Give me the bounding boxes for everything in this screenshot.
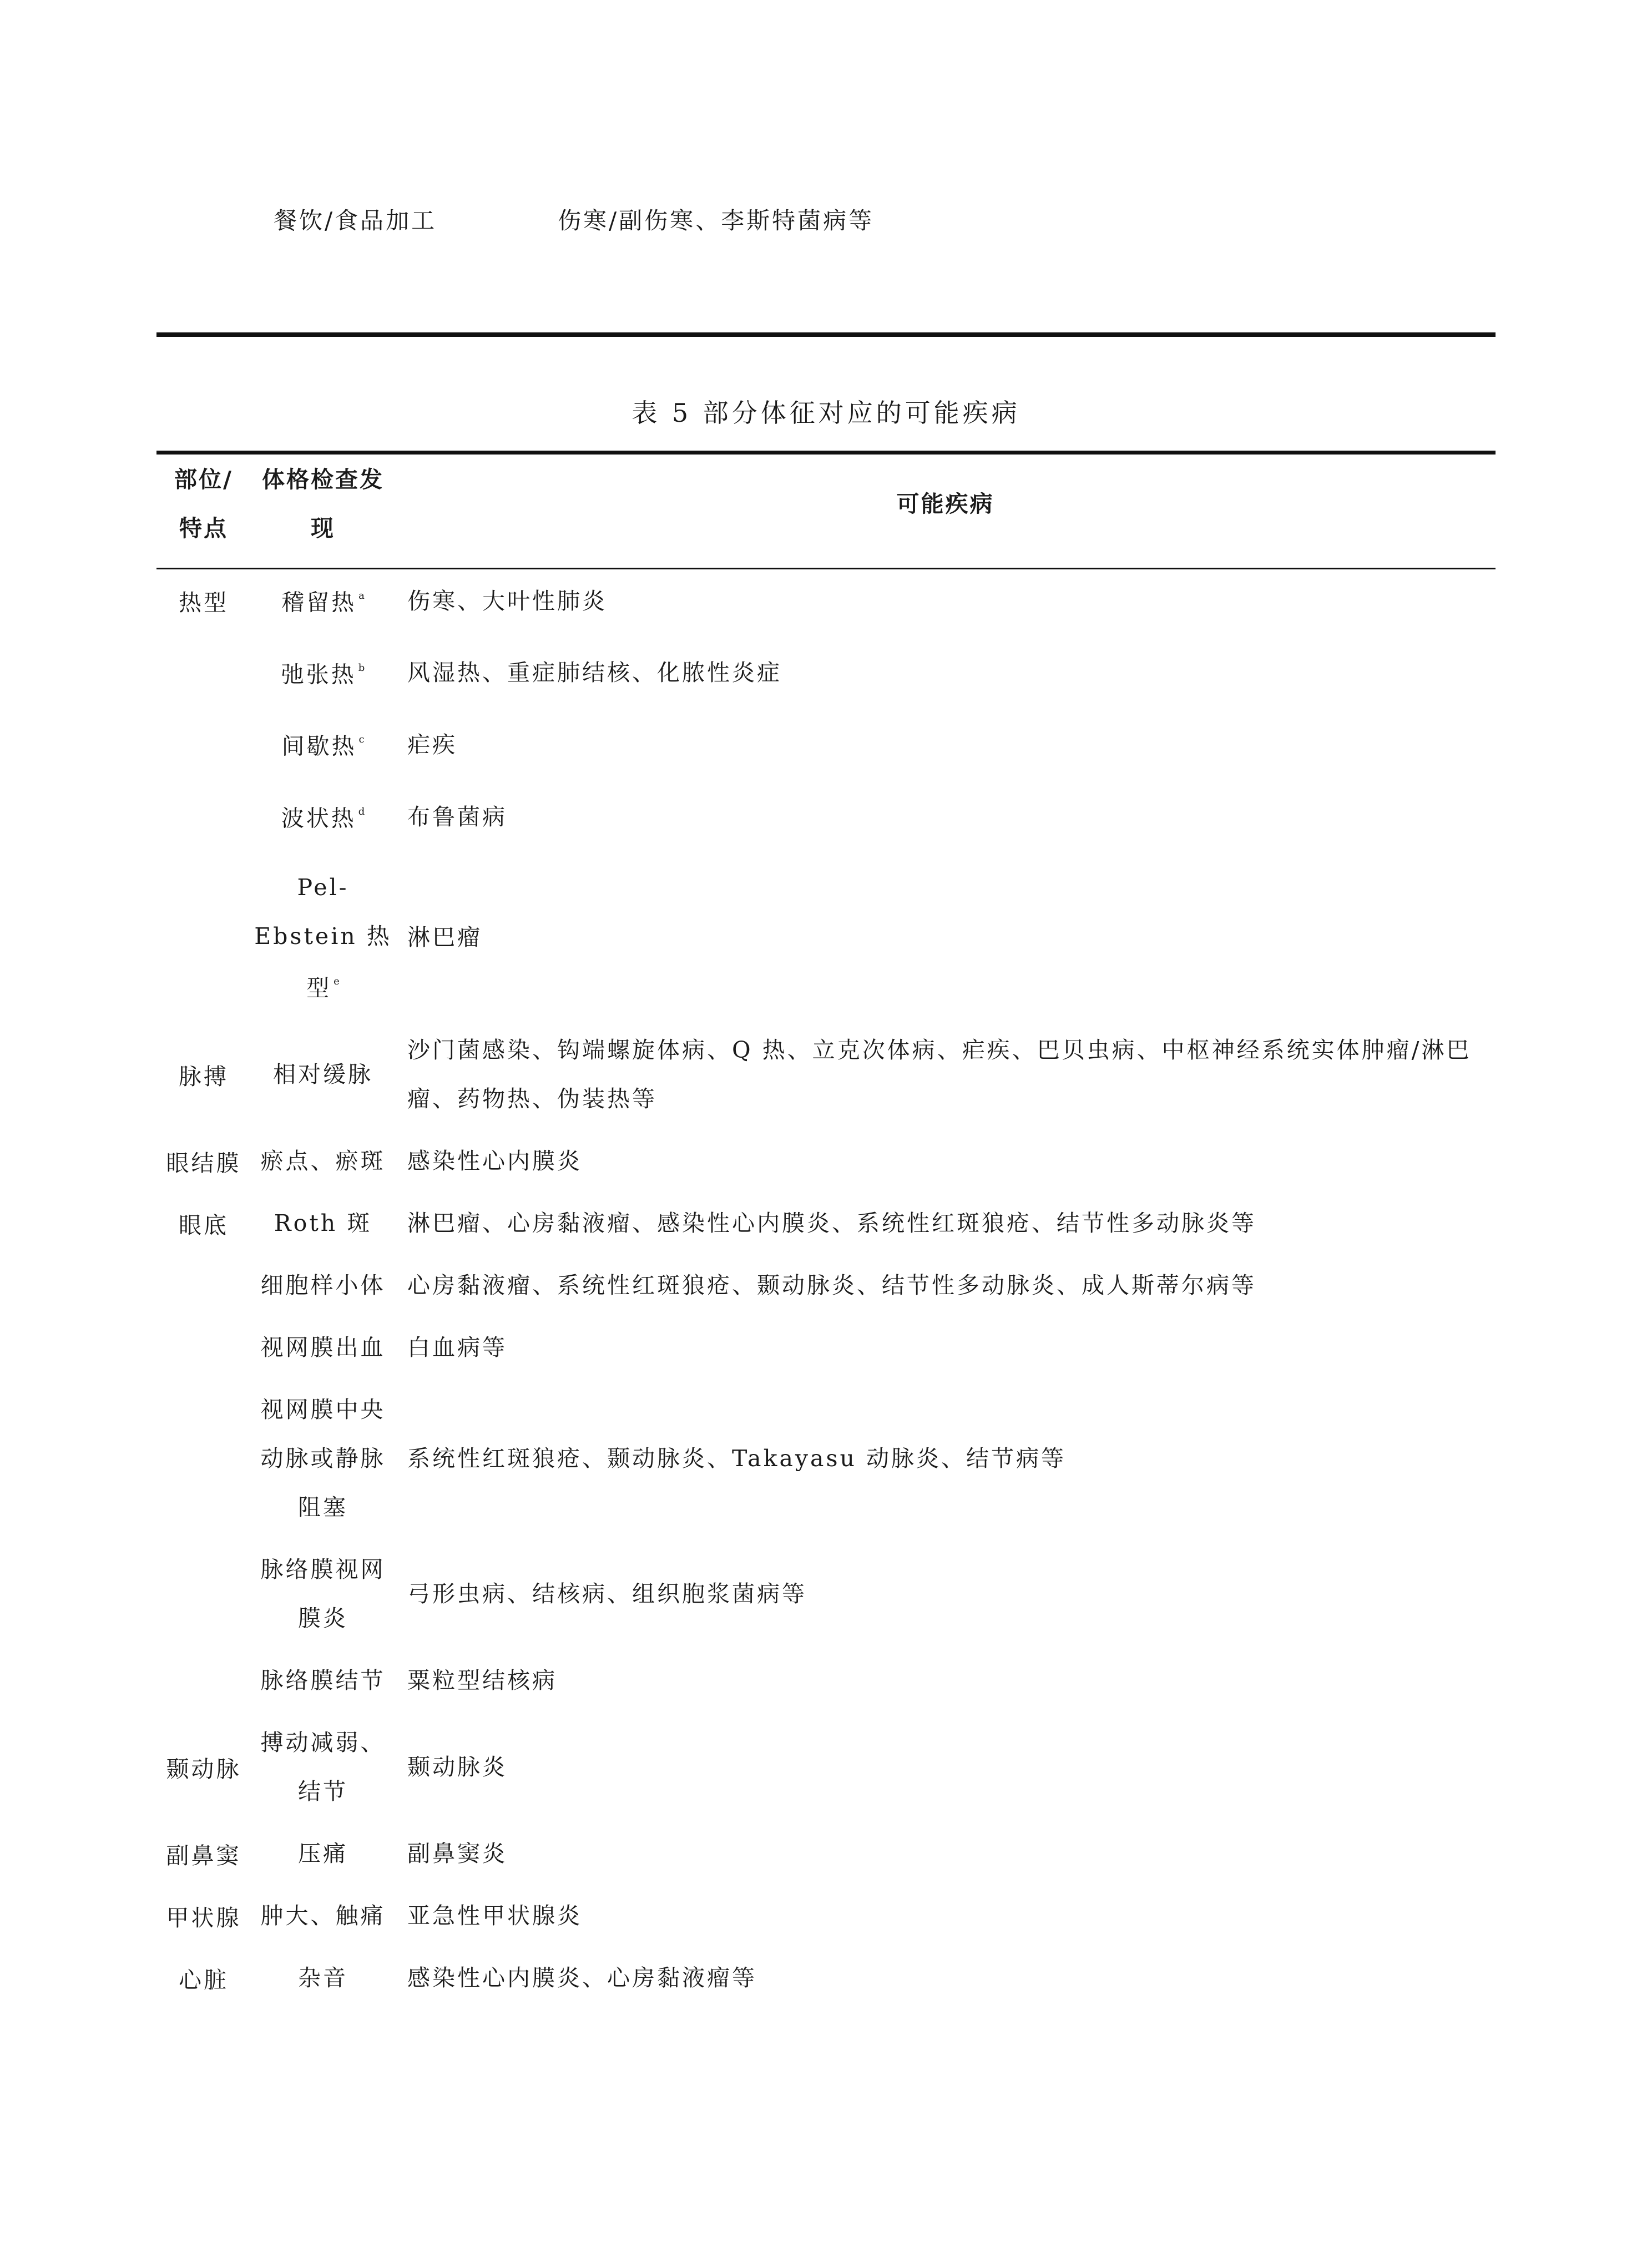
- footnote-marker: a: [358, 590, 365, 602]
- site-cell: 眼结膜: [166, 1149, 241, 1176]
- table-row: [156, 1199, 1496, 1248]
- site-cell: 颞动脉: [166, 1755, 241, 1783]
- exam-cell: 视网膜中央 动脉或静脉 阻塞: [260, 1396, 386, 1521]
- exam-cell: 相对缓脉: [273, 1061, 373, 1088]
- diseases-cell: 感染性心内膜炎、心房黏液瘤等: [407, 1965, 757, 1992]
- exam-cell: 压痛: [298, 1840, 348, 1867]
- diseases-cell: 粟粒型结核病: [407, 1667, 557, 1694]
- table-row: [156, 719, 1496, 771]
- previous-table-row: [0, 203, 1652, 241]
- header-diseases: 可能疾病: [896, 491, 994, 517]
- table-row: [156, 1137, 1496, 1185]
- table-row: [156, 575, 1496, 627]
- table-row: [156, 791, 1496, 843]
- exam-cell: 瘀点、瘀斑: [260, 1148, 386, 1175]
- diseases-cell: 淋巴瘤、心房黏液瘤、感染性心内膜炎、系统性红斑狼疮、结节性多动脉炎等: [407, 1210, 1256, 1237]
- exam-cell: 间歇热 $^c$: [281, 733, 365, 760]
- diseases-cell: 伤寒/副伤寒、李斯特菌病等: [558, 207, 875, 234]
- exam-cell: 稽留热 $^a$: [281, 589, 365, 616]
- site-cell: 脉搏: [179, 1063, 229, 1090]
- table-row: [156, 1718, 1496, 1816]
- header-site: 部位/ 特点: [174, 466, 233, 542]
- section-divider: [156, 332, 1496, 337]
- exam-cell: 弛张热 $^b$: [281, 661, 365, 688]
- site-cell: 副鼻窦: [166, 1842, 241, 1869]
- table-row: [156, 1829, 1496, 1878]
- table-top-rule: [156, 451, 1496, 455]
- exam-cell: 搏动减弱、 结节: [260, 1729, 386, 1805]
- site-cell: 甲状腺: [166, 1904, 241, 1931]
- diseases-cell: 心房黏液瘤、系统性红斑狼疮、颞动脉炎、结节性多动脉炎、成人斯蒂尔病等: [407, 1272, 1256, 1299]
- diseases-cell: 系统性红斑狼疮、颞动脉炎、Takayasu 动脉炎、结节病等: [407, 1445, 1066, 1472]
- footnote-marker: e: [334, 975, 340, 987]
- table-row: [156, 1261, 1496, 1310]
- table-row: [156, 1545, 1496, 1643]
- site-cell: 眼底: [179, 1211, 229, 1239]
- diseases-cell: 疟疾: [407, 731, 457, 759]
- exam-cell: 脉络膜结节: [260, 1667, 386, 1694]
- table-row: [156, 1385, 1496, 1532]
- diseases-cell: 感染性心内膜炎: [407, 1148, 582, 1175]
- exam-cell: 肿大、触痛: [260, 1902, 386, 1930]
- diseases-cell: 白血病等: [407, 1334, 507, 1361]
- footnote-marker: d: [358, 805, 365, 817]
- diseases-cell: 布鲁菌病: [407, 803, 507, 830]
- exam-cell: 波状热 $^d$: [281, 805, 365, 832]
- header-exam: 体格检查发 现: [262, 466, 384, 542]
- exam-cell: 视网膜出血: [260, 1334, 386, 1361]
- table-row: [156, 1323, 1496, 1372]
- table-row: [156, 1953, 1496, 2002]
- exam-cell: Roth 斑: [274, 1210, 372, 1237]
- exam-cell: Pel- Ebstein 热 型 $^e$: [254, 873, 392, 1002]
- diseases-cell: 伤寒、大叶性肺炎: [407, 587, 607, 614]
- diseases-cell: 亚急性甲状腺炎: [407, 1902, 582, 1930]
- diseases-cell: 颞动脉炎: [407, 1754, 507, 1781]
- footnote-marker: b: [358, 662, 365, 674]
- site-cell: 心脏: [179, 1966, 229, 1993]
- table-row: [156, 863, 1496, 1013]
- diseases-cell: 副鼻窦炎: [407, 1840, 507, 1867]
- diseases-cell: 风湿热、重症肺结核、化脓性炎症: [407, 659, 782, 686]
- diseases-cell: 沙门菌感染、钩端螺旋体病、Q 热、立克次体病、疟疾、巴贝虫病、中枢神经系统实体肿瘤/淋巴 瘤、药物热、伪装热等: [407, 1037, 1472, 1113]
- footnote-marker: c: [358, 734, 365, 746]
- diseases-cell: 淋巴瘤: [407, 924, 482, 951]
- table-row: [156, 1656, 1496, 1705]
- exam-cell: 杂音: [298, 1965, 348, 1992]
- table-row: [156, 647, 1496, 699]
- exam-cell: 脉络膜视网 膜炎: [260, 1556, 386, 1632]
- diseases-cell: 弓形虫病、结核病、组织胞浆菌病等: [407, 1580, 807, 1608]
- exam-cell: 细胞样小体: [260, 1272, 386, 1299]
- table-caption: 表 5 部分体征对应的可能疾病: [632, 398, 1020, 428]
- table-row: [156, 1026, 1496, 1123]
- table-body: [156, 569, 1496, 2002]
- site-cell: 热型: [179, 589, 229, 617]
- table-row: [156, 1891, 1496, 1940]
- occupation-cell: 餐饮/食品加工: [274, 207, 437, 234]
